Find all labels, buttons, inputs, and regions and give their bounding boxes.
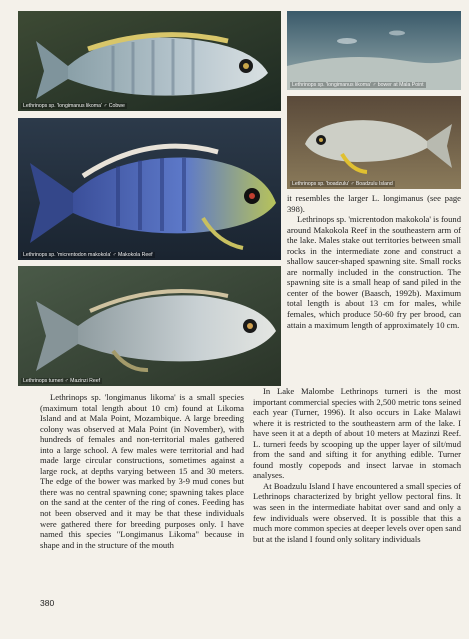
bower-image [287, 11, 461, 90]
left-column [40, 392, 244, 550]
fish-image [287, 96, 461, 189]
photo-boadzulu [287, 96, 461, 189]
photo-longimanus-likoma [18, 11, 281, 111]
paragraph: Lethrinops sp. 'longimanus likoma' is a small species (maximum total length about 10 cm) found at Likoma Island and at Mala Point, Mozambique. A large breeding colony was observed at Mala Point (in November), with hundreds of females and non-territorial males gathered into a large school. A few males were territorial and had made large circular constructions, sometimes against a large rock, at depths varying between 15 and 30 meters. The edge of the bower was marked by 3-9 mud cones but there was no central spawning cone; spawning takes place on the sand at the center of the ring of cones. Feeding has not been observed and it may be that these individuals were gathered there for breeding purposes only. I have named this species "Longimanus Likoma" because in shape and in the structure of the mouth [40, 392, 244, 550]
photo-caption: Lethrinops sp. 'micrentodon makokola' ♂ Makokola Reef [23, 252, 153, 258]
paragraph: In Lake Malombe Lethrinops turneri is the most important commercial species with 2,500 metric tons seined each year (Turner, 1996). It also occurs in Lake Malawi where it is restricted to the southeastern arm of the lake. I have seen it at a depth of about 10 meters at Mazinzi Reef. L. turneri feeds by scooping up the upper layer of silt/mud from the sand and sifting it for anything edible. Turner found mostly copepods and insect larvae in stomach analyses. [253, 386, 461, 481]
photo-caption: Lethrinops sp. 'longimanus likoma' ♂ Cobwe [23, 103, 125, 109]
photo-caption: Lethrinops sp. 'longimanus likoma' ♂ bower at Mala Point [292, 82, 424, 88]
fish-image [18, 11, 281, 111]
page-number: 380 [40, 598, 55, 608]
right-column-upper [287, 193, 461, 330]
paragraph: Lethrinops sp. 'micrentodon makokola' is found around Makokola Reef in the southeastern arm of the lake. Males stake out territories between small rocks in the intermediate zone and construct a shallow saucer-shaped spawning site. Small rocks are normally included in the construction. The spawning site is a small heap of sand piled in the center of the bower (Baasch, 1992b). Maximum total length is about 13 cm for males, while females, which produce 50-60 fry per brood, can attain a maximum length of approximately 10 cm. [287, 214, 461, 330]
photo-caption: Lethrinops turneri ♂ Mazinzi Reef [23, 378, 101, 384]
photo-bower [287, 11, 461, 90]
photo-caption: Lethrinops sp. 'boadzulu' ♂ Boadzulu Island [292, 181, 393, 187]
photo-micrentodon-makokola [18, 118, 281, 260]
right-column-lower [253, 386, 461, 544]
fish-image [18, 266, 281, 386]
paragraph: it resembles the larger L. longimanus (see page 398). [287, 193, 461, 214]
paragraph: At Boadzulu Island I have encountered a small species of Lethrinops characterized by bright yellow pectoral fins. It was seen in the intermediate habitat over sand and only a few individuals were observed. It is possible that this a much more common species at deeper levels over open sand but at the island I found only solitary individuals [253, 480, 461, 544]
photo-turneri [18, 266, 281, 386]
fish-image [18, 118, 281, 260]
